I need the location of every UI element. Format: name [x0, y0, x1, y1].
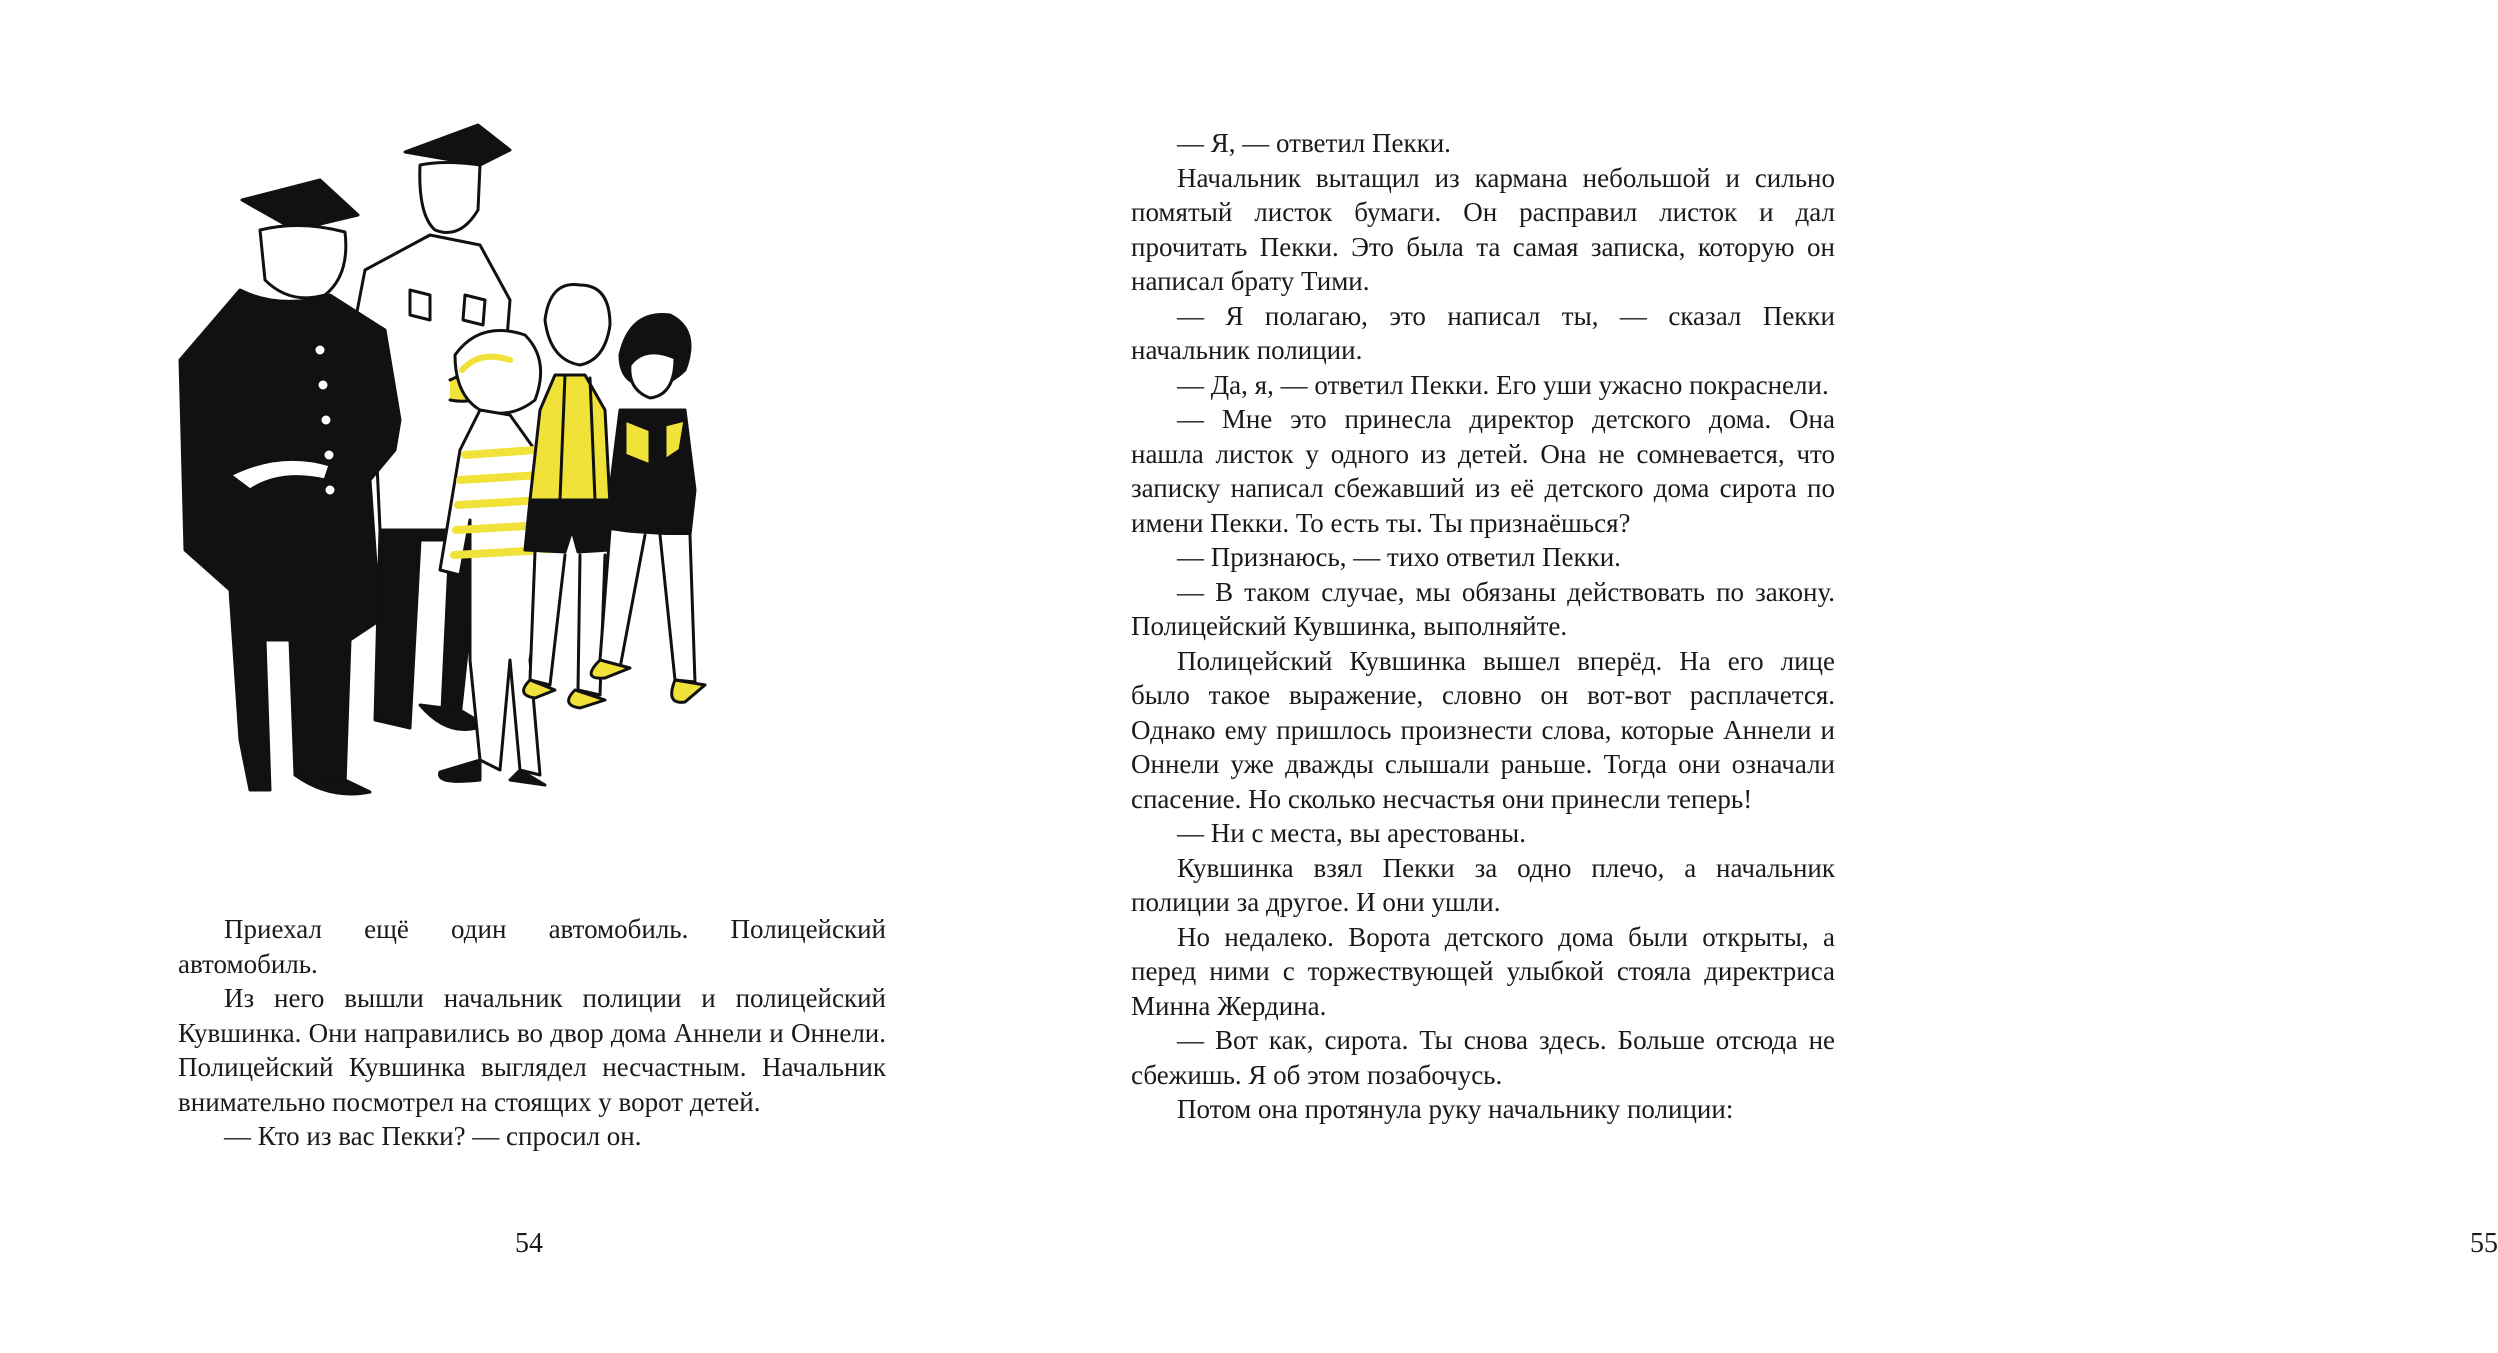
paragraph: — В таком случае, мы обязаны действовать по закону. Полицейский Кувшинка, выполняйте. — [1131, 576, 1835, 641]
paragraph: — Ни с места, вы арестованы. — [1177, 818, 1526, 848]
paragraph: — Признаюсь, — тихо ответил Пекки. — [1177, 542, 1621, 572]
paragraph: Из него вышли начальник полиции и полицейский Кувшинка. Они направились во двор дома Аннели и Оннели. Полицейский Кувшинка выглядел несчастным. Начальник внимательно посмотрел на стоящих у ворот детей. — [178, 983, 886, 1117]
paragraph: — Да, я, — ответил Пекки. Его уши ужасно покраснели. — [1177, 369, 1829, 400]
paragraph: — Вот как, сирота. Ты снова здесь. Больше отсюда не сбежишь. Я об этом позабочусь. — [1131, 1025, 1835, 1090]
girl-anneli — [524, 284, 610, 708]
paragraph: Потом она протянула руку начальнику полиции: — [1177, 1094, 1734, 1124]
paragraph: Но недалеко. Ворота детского дома были открыты, а перед ними с торжествующей улыбкой стояла директриса Минна Жердина. — [1131, 921, 1835, 1021]
paragraph: — Я, — ответил Пекки. — [1177, 128, 1451, 158]
page-number: 54 — [515, 1228, 543, 1259]
paragraph: Приехал ещё один автомобиль. Полицейский автомобиль. — [178, 914, 886, 979]
paragraph: Полицейский Кувшинка вышел вперёд. На его лице было такое выражение, словно он вот-вот расплачется. Однако ему пришлось произнести слова, которые Аннели и Оннели уже дважды слышали раньше. Тогда они означали спасение. Но сколько несчастья они принесли теперь! — [1131, 645, 1835, 814]
paragraph: — Я полагаю, это написал ты, — сказал Пекки начальник полиции. — [1131, 300, 1835, 365]
paragraph: — Мне это принесла директор детского дома. Она нашла листок у одного из детей. Она не сомневается, что записку написал сбежавший из её детского дома сирота по имени Пекки. То есть ты. Ты признаёшься? — [1131, 404, 1835, 538]
paragraph: Начальник вытащил из кармана небольшой и сильно помятый листок бумаги. Он расправил листок и дал прочитать Пекки. Это была та самая записка, которую он написал брату Тими. — [1131, 162, 1835, 296]
paragraph: Кувшинка взял Пекки за одно плечо, а начальник полиции за другое. И они ушли. — [1131, 852, 1835, 917]
left-page-text — [178, 912, 886, 1154]
right-page-text — [1131, 126, 1835, 1127]
left-page — [0, 0, 1000, 1353]
paragraph: — Кто из вас Пекки? — спросил он. — [224, 1121, 642, 1151]
police-and-children-illustration — [180, 120, 880, 880]
page-number: 55 — [2470, 1228, 2498, 1259]
